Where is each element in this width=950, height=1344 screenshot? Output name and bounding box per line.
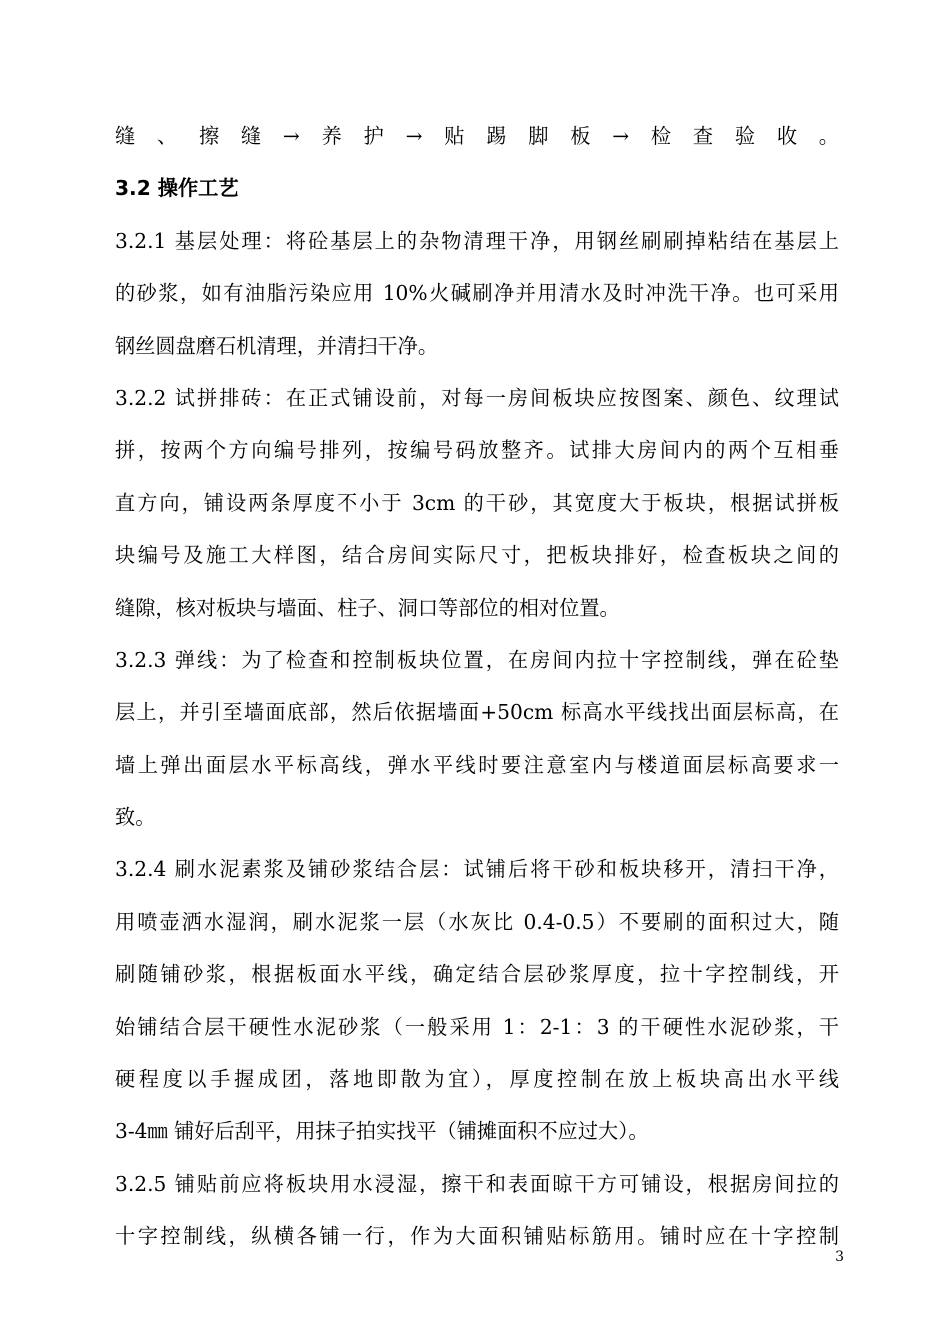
- text-line: 3-4㎜ 铺好后刮平，用抹子拍实找平（铺摊面积不应过大）。: [115, 1119, 649, 1144]
- text-line: 致。: [115, 805, 156, 830]
- text-line: 缝、擦缝→养护→贴踢脚板→检查验收。: [115, 124, 839, 148]
- text-line: 刷随铺砂浆，根据板面水平线，确定结合层砂浆厚度，拉十字控制线，开: [115, 962, 839, 987]
- text-line: 3.2.3 弹线：为了检查和控制板块位置，在房间内拉十字控制线，弹在砼垫: [115, 647, 839, 672]
- text-line: 拼，按两个方向编号排列，按编号码放整齐。试排大房间内的两个互相垂: [115, 438, 839, 463]
- text-line: 层上，并引至墙面底部，然后依据墙面+50cm 标高水平线找出面层标高，在: [115, 700, 839, 725]
- text-line: 十字控制线，纵横各铺一行，作为大面积铺贴标筋用。铺时应在十字控制: [115, 1224, 839, 1249]
- text-line: 3.2.5 铺贴前应将板块用水浸湿，擦干和表面晾干方可铺设，根据房间拉的: [115, 1171, 839, 1196]
- text-line: 墙上弹出面层水平标高线，弹水平线时要注意室内与楼道面层标高要求一: [115, 752, 839, 777]
- text-line: 的砂浆，如有油脂污染应用 10%火碱刷净并用清水及时冲洗干净。也可采用: [115, 281, 839, 306]
- text-line: 3.2.2 试拼排砖：在正式铺设前，对每一房间板块应按图案、颜色、纹理试: [115, 385, 839, 410]
- text-line: 块编号及施工大样图，结合房间实际尺寸，把板块排好，检查板块之间的: [115, 543, 839, 568]
- text-line: 直方向，铺设两条厚度不小于 3cm 的干砂，其宽度大于板块，根据试拼板: [115, 490, 839, 515]
- text-line: 始铺结合层干硬性水泥砂浆（一般采用 1：2-1：3 的干硬性水泥砂浆，干: [115, 1014, 839, 1039]
- page-number: 3: [835, 1249, 844, 1265]
- text-line: 3.2.1 基层处理：将砼基层上的杂物清理干净，用钢丝刷刷掉粘结在基层上: [115, 228, 839, 253]
- text-line: 缝隙，核对板块与墙面、柱子、洞口等部位的相对位置。: [115, 595, 620, 620]
- text-line: 硬程度以手握成团，落地即散为宜），厚度控制在放上板块高出水平线: [115, 1067, 839, 1092]
- text-line: 用喷壶洒水湿润，刷水泥浆一层（水灰比 0.4-0.5）不要刷的面积过大，随: [115, 909, 839, 934]
- text-line: 3.2.4 刷水泥素浆及铺砂浆结合层：试铺后将干砂和板块移开，清扫干净，: [115, 857, 839, 882]
- section-heading: 3.2 操作工艺: [115, 176, 239, 201]
- document-body: [115, 115, 839, 1268]
- text-line: 钢丝圆盘磨石机清理，并清扫干净。: [115, 333, 439, 358]
